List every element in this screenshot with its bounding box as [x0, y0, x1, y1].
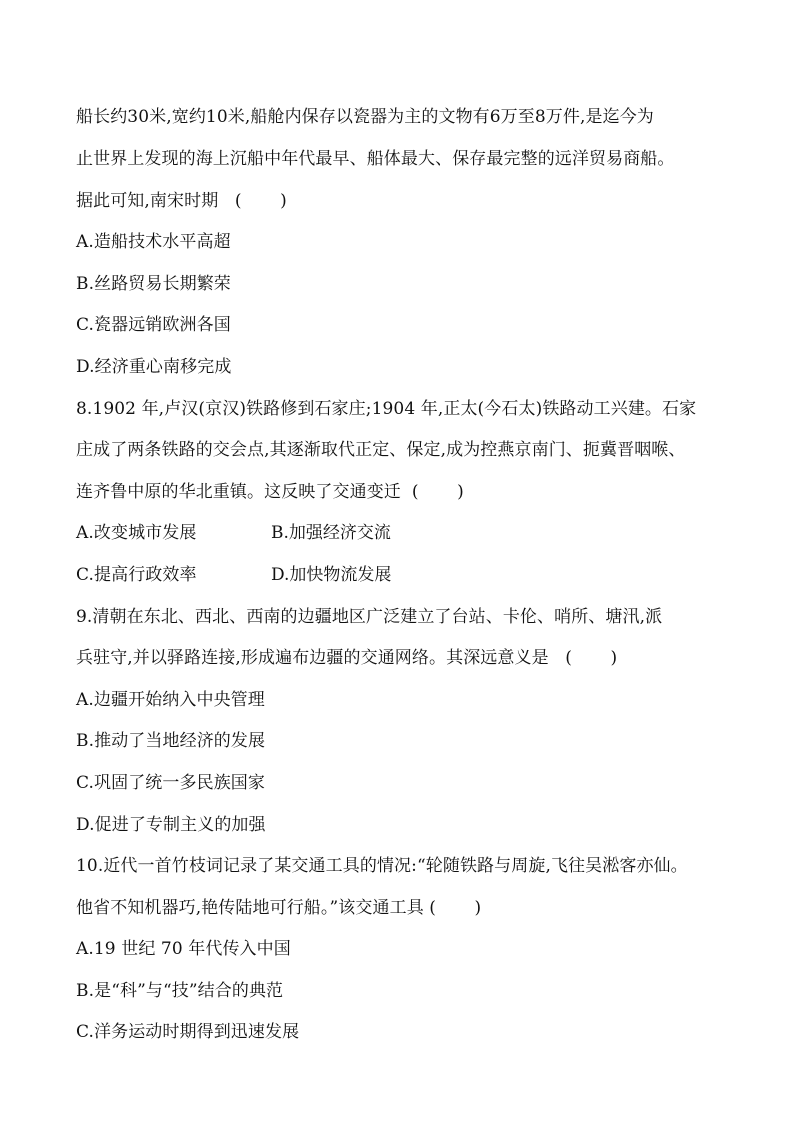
q10-option-b: B.是“科”与“技”结合的典范 [76, 981, 284, 1001]
q10-stem-line-2: 他省不知机器巧,艳传陆地可行船。”该交通工具 ( ) [76, 898, 482, 918]
q7-stem-line-2: 止世界上发现的海上沉船中年代最早、船体最大、保存最完整的远洋贸易商船。 [76, 149, 675, 169]
q8-stem-line-3: 连齐鲁中原的华北重镇。这反映了交通变迁 ( ) [76, 482, 464, 502]
q7-stem-line-3: 据此可知,南宋时期 ( ) [76, 191, 287, 211]
q7-option-d: D.经济重心南移完成 [76, 357, 232, 377]
q10-stem-line-1: 10.近代一首竹枝词记录了某交通工具的情况:“轮随铁路与周旋,飞往吴淞客亦仙。 [76, 856, 688, 876]
q9-option-c: C.巩固了统一多民族国家 [76, 773, 266, 793]
q7-option-c: C.瓷器远销欧洲各国 [76, 315, 231, 335]
q9-option-b: B.推动了当地经济的发展 [76, 731, 266, 751]
q7-stem-line-1: 船长约30米,宽约10米,船舱内保存以瓷器为主的文物有6万至8万件,是迄今为 [76, 107, 654, 127]
q9-stem-line-2: 兵驻守,并以驿路连接,形成遍布边疆的交通网络。其深远意义是 ( ) [76, 648, 618, 668]
q9-stem-line-1: 9.清朝在东北、西北、西南的边疆地区广泛建立了台站、卡伦、哨所、塘汛,派 [76, 607, 663, 627]
q8-option-a: A.改变城市发展 [76, 523, 197, 543]
q8-option-b: B.加强经济交流 [271, 523, 391, 543]
q7-option-a: A.造船技术水平高超 [76, 232, 231, 252]
q8-stem-line-1: 8.1902 年,卢汉(京汉)铁路修到石家庄;1904 年,正太(今石太)铁路动工兴建。石家 [76, 399, 697, 419]
q9-option-d: D.促进了专制主义的加强 [76, 815, 266, 835]
q8-stem-line-2: 庄成了两条铁路的交会点,其逐渐取代正定、保定,成为控燕京南门、扼冀晋咽喉、 [76, 440, 686, 460]
q8-option-d: D.加快物流发展 [271, 565, 392, 585]
q9-option-a: A.边疆开始纳入中央管理 [76, 690, 265, 710]
q10-option-c: C.洋务运动时期得到迅速发展 [76, 1022, 300, 1042]
q7-option-b: B.丝路贸易长期繁荣 [76, 274, 231, 294]
q8-option-c: C.提高行政效率 [76, 565, 197, 585]
q10-option-a: A.19 世纪 70 年代传入中国 [76, 939, 291, 959]
